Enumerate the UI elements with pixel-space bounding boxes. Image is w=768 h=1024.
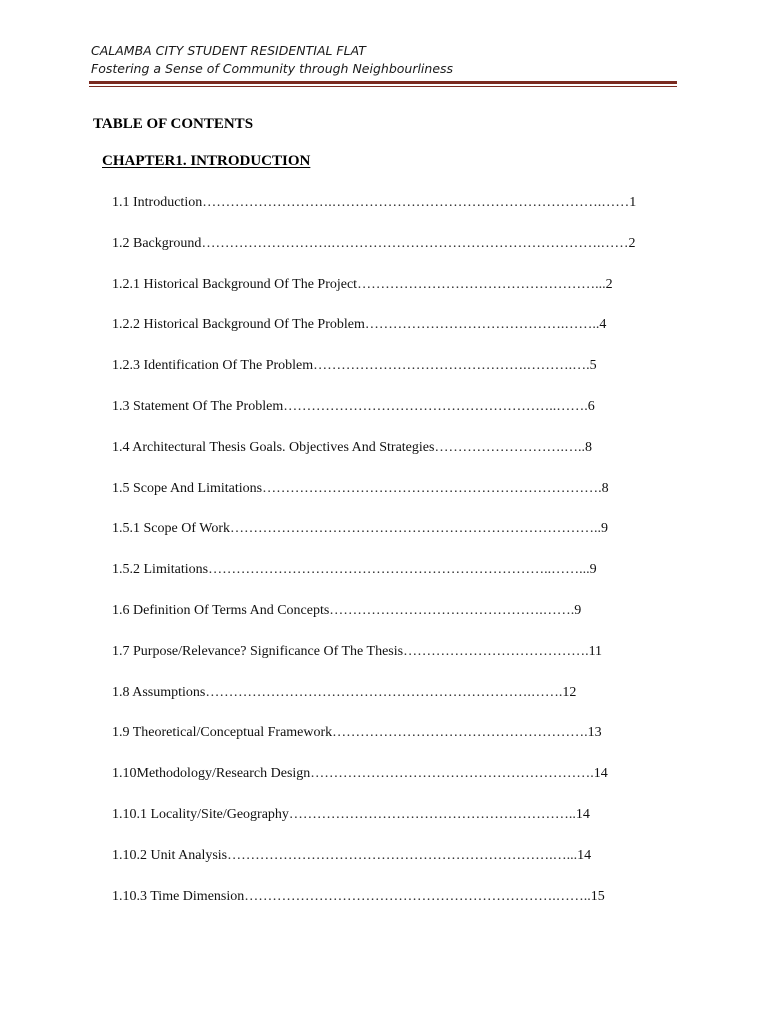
toc-entry-leader-dots: ……………………………………………………. xyxy=(310,766,594,782)
toc-entry-leader-dots: ……………………….………………………………………………….…… xyxy=(202,195,630,210)
toc-entry-label: 1.3 Statement Of The Problem xyxy=(112,398,284,414)
toc-entry-page-number: 13 xyxy=(587,725,602,741)
toc-entry[interactable] xyxy=(112,439,636,480)
toc-entry-label: 1.2.1 Historical Background Of The Project xyxy=(112,276,358,292)
toc-entry-page-number: 2 xyxy=(605,276,613,292)
toc-entry-label: 1.10.2 Unit Analysis xyxy=(112,847,228,863)
toc-entry-leader-dots: …………………………………….…….. xyxy=(364,317,600,333)
toc-entry-leader-dots: ………………………………………………………………. xyxy=(262,480,602,496)
toc-entry-leader-dots: ……………………………………….……. xyxy=(329,602,575,618)
running-header xyxy=(91,42,453,78)
toc-entry-page-number: 1 xyxy=(629,195,637,210)
toc-entry[interactable] xyxy=(112,276,636,317)
toc-entry-label: 1.10.1 Locality/Site/Geography xyxy=(112,806,289,822)
toc-entry-label: 1.5 Scope And Limitations xyxy=(112,480,263,496)
toc-entry-page-number: 14 xyxy=(593,766,608,782)
toc-entry[interactable] xyxy=(112,520,636,561)
toc-entry-page-number: 5 xyxy=(589,358,597,374)
toc-entry-page-number: 8 xyxy=(601,480,609,496)
chapter-heading: CHAPTER1. INTRODUCTION xyxy=(102,153,311,169)
toc-entry[interactable] xyxy=(112,602,636,643)
toc-entry-label: 1.10.3 Time Dimension xyxy=(112,888,245,904)
toc-entry[interactable] xyxy=(112,194,636,235)
toc-entry-page-number: 12 xyxy=(562,684,577,700)
toc-entry-label: 1.5.2 Limitations xyxy=(112,562,209,578)
toc-entry-label: 1.5.1 Scope Of Work xyxy=(112,521,230,537)
toc-entry-label: 1.6 Definition Of Terms And Concepts xyxy=(112,602,330,618)
toc-entry-page-number: 14 xyxy=(575,806,590,822)
toc-entry[interactable] xyxy=(112,561,636,602)
toc-entry[interactable] xyxy=(112,235,636,276)
toc-entry-page-number: 15 xyxy=(590,888,605,904)
toc-entry-leader-dots: …………………………………………………………………….. xyxy=(230,521,601,537)
toc-entry-leader-dots: …………………………………………………..……. xyxy=(283,398,588,414)
toc-entry[interactable] xyxy=(112,765,636,806)
toc-entry-page-number: 9 xyxy=(574,602,582,618)
toc-entry-leader-dots: …………………………………………………………….……. xyxy=(205,684,563,700)
toc-entry-label: 1.2.2 Historical Background Of The Problem xyxy=(112,317,365,333)
toc-entry-leader-dots: ……………………………………….……….…. xyxy=(313,358,590,374)
toc-entry-label: 1.2.3 Identification Of The Problem xyxy=(112,358,314,374)
toc-entry-leader-dots: …………………………………………………….. xyxy=(288,806,576,822)
toc-entry-leader-dots: ………………………………………………. xyxy=(332,725,588,741)
toc-entry-page-number: 11 xyxy=(588,643,603,659)
toc-entry-label: 1.8 Assumptions xyxy=(112,684,206,700)
toc-entry[interactable] xyxy=(112,480,636,521)
toc-entry-label: 1.2 Background xyxy=(112,235,202,251)
toc-entry[interactable] xyxy=(112,357,636,398)
toc-list xyxy=(112,194,636,928)
header-rule-thin xyxy=(89,86,677,87)
toc-entry-page-number: 6 xyxy=(587,398,595,414)
toc-entry[interactable] xyxy=(112,398,636,439)
toc-entry-page-number: 8 xyxy=(584,439,592,455)
toc-entry-label: 1.10Methodology/Research Design xyxy=(112,766,311,782)
toc-entry-page-number: 9 xyxy=(601,521,608,537)
toc-entry[interactable] xyxy=(112,847,636,888)
toc-entry-page-number: 2 xyxy=(628,235,636,251)
header-title: CALAMBA CITY STUDENT RESIDENTIAL FLAT xyxy=(91,43,366,58)
toc-entry-leader-dots: ………………………………………………………………..……... xyxy=(208,562,590,578)
toc-entry-leader-dots: ……………………………………………... xyxy=(357,276,606,292)
header-rule-thick xyxy=(89,81,677,84)
toc-entry-label: 1.7 Purpose/Relevance? Significance Of The Thesis xyxy=(112,643,404,659)
toc-entry-leader-dots: …………………………………. xyxy=(403,643,589,659)
toc-entry[interactable] xyxy=(112,888,636,929)
toc-entry-leader-dots: …………………………………………………………….…... xyxy=(227,847,578,863)
header-subtitle: Fostering a Sense of Community through Neighbourliness xyxy=(91,61,454,76)
toc-title: TABLE OF CONTENTS xyxy=(93,116,254,132)
toc-entry-page-number: 14 xyxy=(577,847,592,863)
toc-entry-page-number: 9 xyxy=(589,562,597,578)
toc-entry[interactable] xyxy=(112,724,636,765)
toc-entry-leader-dots: ………………………………………………………….…….. xyxy=(244,888,591,904)
toc-entry-leader-dots: ……………………….………………………………………………….…… xyxy=(201,235,629,251)
toc-entry[interactable] xyxy=(112,684,636,725)
toc-entry[interactable] xyxy=(112,316,636,357)
toc-entry-label: 1.4 Architectural Thesis Goals. Objectives And Strategies xyxy=(112,439,435,455)
toc-entry-page-number: 4 xyxy=(599,317,607,333)
toc-entry[interactable] xyxy=(112,806,636,847)
toc-entry[interactable] xyxy=(112,643,636,684)
toc-entry-label: 1.1 Introduction xyxy=(112,195,203,210)
toc-entry-label: 1.9 Theoretical/Conceptual Framework xyxy=(112,725,333,741)
toc-entry-leader-dots: ……………………….….. xyxy=(434,439,585,455)
